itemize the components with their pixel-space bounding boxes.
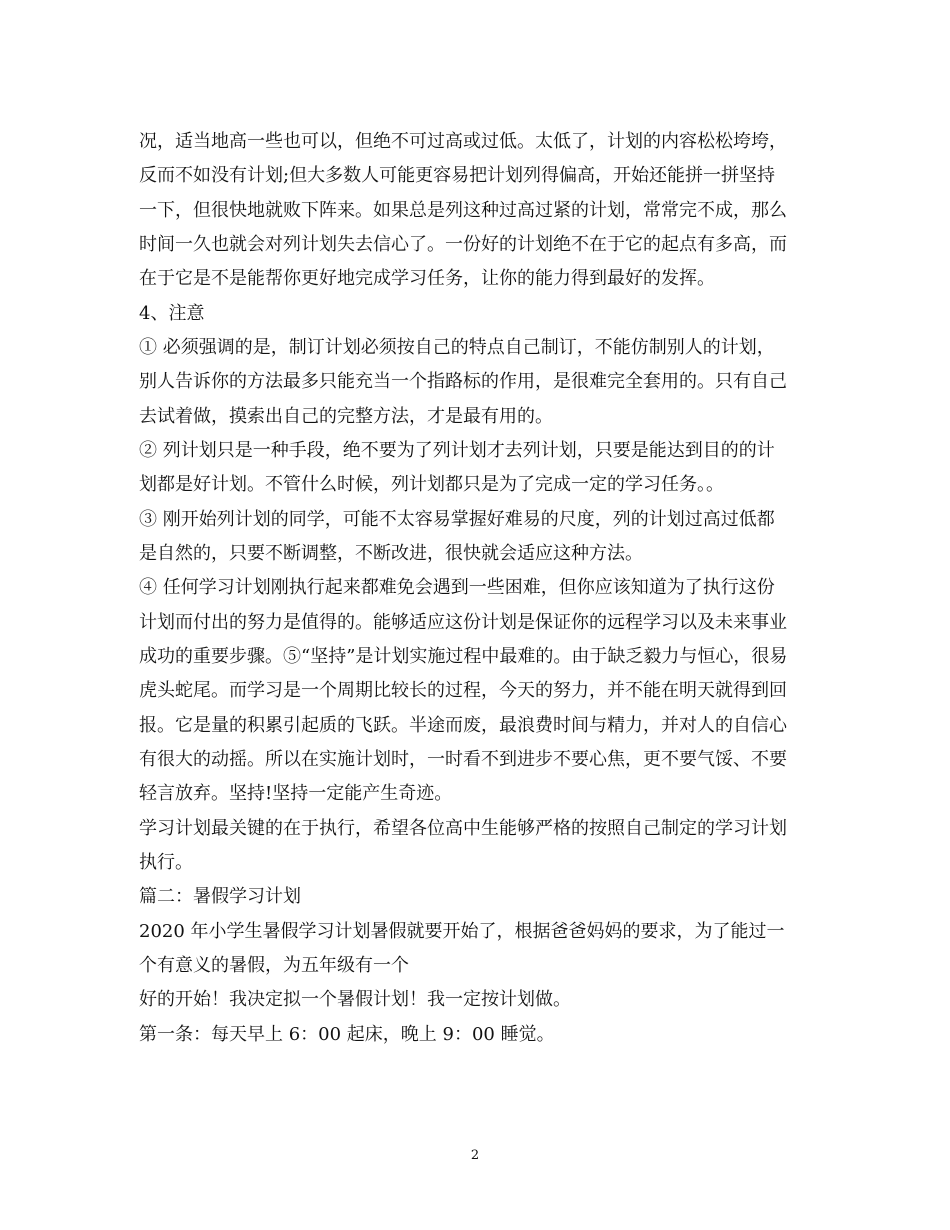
text-line: 学习计划最关键的在于执行，希望各位高中生能够严格的按照自己制定的学习计划: [139, 818, 787, 839]
text-line: 反而不如没有计划;但大多数人可能更容易把计划列得偏高，开始还能拼一拼坚持: [139, 165, 776, 186]
text-line: ① 必须强调的是，制订计划必须按自己的特点自己制订，不能仿制别人的计划，: [139, 337, 775, 358]
text-line: 第一条：每天早上 6：00 起床，晚上 9：00 睡觉。: [139, 1024, 555, 1045]
text-line: 个有意义的暑假，为五年级有一个: [139, 955, 409, 976]
text-line: 执行。: [139, 852, 193, 873]
page-number: 2: [470, 1148, 480, 1163]
text-line: 计划而付出的努力是值得的。能够适应这份计划是保证你的远程学习以及未来事业: [139, 612, 787, 633]
section-heading: 4、注意: [139, 303, 205, 324]
text-line: 轻言放弃。坚持!坚持一定能产生奇迹。: [139, 783, 453, 804]
text-line: 时间一久也就会对列计划失去信心了。一份好的计划绝不在于它的起点有多高，而: [139, 234, 787, 255]
text-line: ④ 任何学习计划刚执行起来都难免会遇到一些困难，但你应该知道为了执行这份: [139, 577, 775, 598]
text-line: 2020 年小学生暑假学习计划暑假就要开始了，根据爸爸妈妈的要求，为了能过一: [139, 921, 785, 942]
text-line: ③ 刚开始列计划的同学，可能不太容易掌握好难易的尺度，列的计划过高过低都: [139, 509, 775, 530]
text-line: 报。它是量的积累引起质的飞跃。半途而废，最浪费时间与精力，并对人的自信心: [139, 715, 787, 736]
section-heading: 篇二：暑假学习计划: [139, 886, 301, 907]
text-line: 在于它是不是能帮你更好地完成学习任务，让你的能力得到最好的发挥。: [139, 268, 715, 289]
text-line: 去试着做，摸索出自己的完整方法，才是最有用的。: [139, 406, 553, 427]
text-line: 况，适当地高一些也可以，但绝不可过高或过低。太低了，计划的内容松松垮垮，: [139, 131, 787, 152]
text-line: 虎头蛇尾。而学习是一个周期比较长的过程，今天的努力，并不能在明天就得到回: [139, 680, 787, 701]
text-line: 成功的重要步骤。⑤“坚持”是计划实施过程中最难的。由于缺乏毅力与恒心，很易: [139, 646, 788, 667]
text-line: 划都是好计划。不管什么时候，列计划都只是为了完成一定的学习任务。。: [139, 474, 724, 495]
text-line: 是自然的，只要不断调整，不断改进，很快就会适应这种方法。: [139, 543, 643, 564]
text-line: 别人告诉你的方法最多只能充当一个指路标的作用，是很难完全套用的。只有自己: [139, 371, 787, 392]
text-line: 一下，但很快地就败下阵来。如果总是列这种过高过紧的计划，常常完不成，那么: [139, 200, 787, 221]
text-line: ② 列计划只是一种手段，绝不要为了列计划才去列计划，只要是能达到目的的计: [139, 440, 775, 461]
text-line: 好的开始！我决定拟一个暑假计划！我一定按计划做。: [139, 989, 571, 1010]
text-line: 有很大的动摇。所以在实施计划时，一时看不到进步不要心焦，更不要气馁、不要: [139, 749, 787, 770]
